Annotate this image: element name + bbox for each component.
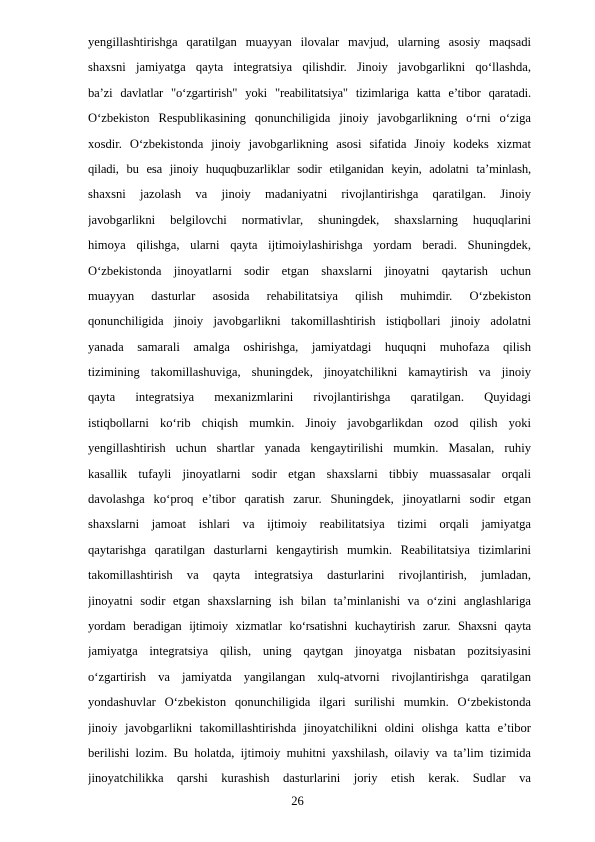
text-line: shaxslarni jamoat ishlari va ijtimoiy reabilitatsiya tizimi orqali jamiyatga <box>88 517 531 532</box>
text-line: qiladi, bu esa jinoiy huquqbuzarliklar sodir etilganidan keyin, adolatni ta’minlash, <box>88 161 531 176</box>
text-line: jinoiy javobgarlikni takomillashtirishda jinoyatchilikni oldini olishga katta e’tibor <box>88 720 531 735</box>
text-line: yordam beradigan ijtimoiy xizmatlar ko‘rsatishni kuchaytirish zarur. Shaxsni qayta <box>88 618 531 633</box>
text-line: qaytarishga qaratilgan dasturlarni kengaytirish mumkin. Reabilitatsiya tizimlarini <box>88 542 531 557</box>
text-line: berilishi lozim. Bu holatda, ijtimoiy muhitni yaxshilash, oilaviy va ta’lim tizimida <box>88 745 531 760</box>
text-line: yanada samarali amalga oshirishga, jamiyatdagi huquqni muhofaza qilish <box>88 339 531 354</box>
text-line: yondashuvlar O‘zbekiston qonunchiligida ilgari surilishi mumkin. O‘zbekistonda <box>88 695 531 710</box>
text-line: jamiyatga integratsiya qilish, uning qaytgan jinoyatga nisbatan pozitsiyasini <box>88 644 531 659</box>
text-line: O‘zbekiston Respublikasining qonunchiligida jinoiy javobgarlikning o‘rni o‘ziga <box>88 111 531 126</box>
body-text <box>88 30 531 792</box>
text-line: qonunchiligida jinoiy javobgarlikni takomillashtirish istiqbollari jinoiy adolatni <box>88 314 531 329</box>
text-line: O‘zbekistonda jinoyatlarni sodir etgan shaxslarni jinoyatni qaytarish uchun <box>88 263 531 278</box>
text-line: takomillashtirish va qayta integratsiya dasturlarini rivojlantirish, jumladan, <box>88 568 531 583</box>
text-line: shaxsni jamiyatga qayta integratsiya qilishdir. Jinoiy javobgarlikni qo‘llashda, <box>88 60 531 75</box>
text-line: himoya qilishga, ularni qayta ijtimoiylashirishga yordam beradi. Shuningdek, <box>88 238 531 253</box>
text-line: shaxsni jazolash va jinoiy madaniyatni rivojlantirishga qaratilgan. Jinoiy <box>88 187 531 202</box>
text-line: davolashga ko‘proq e’tibor qaratish zarur. Shuningdek, jinoyatlarni sodir etgan <box>88 492 531 507</box>
text-line: javobgarlikni belgilovchi normativlar, shuningdek, shaxslarning huquqlarini <box>88 212 531 227</box>
text-line: muayyan dasturlar asosida rehabilitatsiya qilish muhimdir. O‘zbekiston <box>88 288 531 303</box>
text-line: jinoyatni sodir etgan shaxslarning ish bilan ta’minlanishi va o‘zini anglashlariga <box>88 593 531 608</box>
text-line: tizimining takomillashuviga, shuningdek, jinoyatchilikni kamaytirish va jinoiy <box>88 365 531 380</box>
text-line: istiqbollarni ko‘rib chiqish mumkin. Jinoiy javobgarlikdan ozod qilish yoki <box>88 415 531 430</box>
text-line: yengillashtirishga qaratilgan muayyan ilovalar mavjud, ularning asosiy maqsadi <box>88 35 531 49</box>
text-line: o‘zgartirish va jamiyatda yangilangan xulq-atvorni rivojlantirishga qaratilgan <box>88 669 531 684</box>
text-line: qayta integratsiya mexanizmlarini rivojlantirishga qaratilgan. Quyidagi <box>88 390 531 405</box>
text-line: jinoyatchilikka qarshi kurashish dasturlarini joriy etish kerak. Sudlar va <box>88 771 531 786</box>
text-line: kasallik tufayli jinoyatlarni sodir etgan shaxslarni tibbiy muassasalar orqali <box>88 466 531 481</box>
page-number: 26 <box>291 794 304 808</box>
text-line: yengillashtirish uchun shartlar yanada kengaytirilishi mumkin. Masalan, ruhiy <box>88 441 531 456</box>
text-line: xosdir. O‘zbekistonda jinoiy javobgarlikning asosi sifatida Jinoiy kodeks xizmat <box>88 136 531 151</box>
text-line: ba’zi davlatlar "o‘zgartirish" yoki "reabilitatsiya" tizimlariga katta e’tibor qaratadi. <box>88 85 531 100</box>
